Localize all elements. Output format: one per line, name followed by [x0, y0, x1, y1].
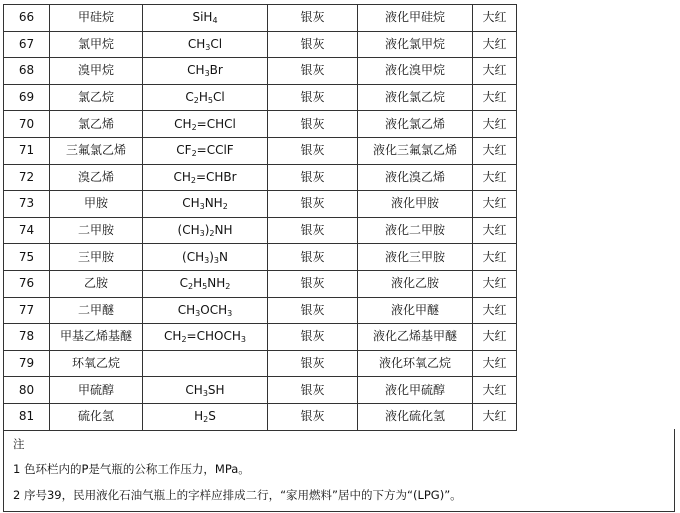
formula-text: Cl [210, 36, 223, 51]
notes-section [3, 429, 675, 512]
empty-cell [517, 270, 675, 297]
chemical-formula-cell [143, 217, 268, 244]
label-text-cell: 液化乙烯基甲醚 [358, 324, 473, 351]
label-text-cell: 液化硫化氢 [358, 403, 473, 430]
serial-number-cell: 81 [4, 403, 50, 430]
body-color-cell: 银灰 [268, 350, 358, 377]
formula-text: (CH [177, 223, 200, 238]
empty-cell [517, 377, 675, 404]
formula-subscript: 3 [199, 229, 205, 239]
note-1: 1 色环栏内的P是气瓶的公称工作压力，MPa。 [13, 462, 250, 476]
formula-subscript: 3 [227, 308, 233, 318]
formula-text: Cl [212, 90, 225, 105]
serial-number-cell: 72 [4, 164, 50, 191]
formula-subscript: 2 [203, 415, 209, 425]
table-row [4, 5, 675, 32]
formula-text: CH [174, 116, 192, 131]
formula-text: CH [173, 169, 191, 184]
empty-cell [517, 84, 675, 111]
formula-text: (CH [182, 249, 205, 264]
formula-text: CF [176, 143, 192, 158]
body-color-cell: 银灰 [268, 58, 358, 85]
formula-text: SH [207, 382, 225, 397]
formula-text: SiH [192, 10, 213, 25]
serial-number-cell: 80 [4, 377, 50, 404]
body-color-cell: 银灰 [268, 297, 358, 324]
formula-text: H [193, 276, 203, 291]
table-row [4, 111, 675, 138]
formula-subscript: 3 [213, 255, 219, 265]
gas-name-cell: 二甲胺 [50, 217, 143, 244]
formula-subscript: 5 [202, 282, 208, 292]
formula-text: NH [204, 196, 223, 211]
formula-subscript: 3 [240, 335, 246, 345]
formula-text: CH [187, 36, 206, 51]
gas-name-cell: 甲硅烷 [50, 5, 143, 32]
table-row [4, 324, 675, 351]
notes-heading: 注 [13, 437, 25, 451]
serial-number-cell: 73 [4, 191, 50, 218]
formula-subscript: 2 [222, 202, 228, 212]
label-text-cell: 液化溴乙烯 [358, 164, 473, 191]
label-text-cell: 液化二甲胺 [358, 217, 473, 244]
serial-number-cell: 74 [4, 217, 50, 244]
body-color-cell: 银灰 [268, 324, 358, 351]
serial-number-cell: 68 [4, 58, 50, 85]
chemical-formula-cell [143, 164, 268, 191]
label-text-cell: 液化乙胺 [358, 270, 473, 297]
body-color-cell: 银灰 [268, 164, 358, 191]
label-text-cell: 液化三甲胺 [358, 244, 473, 271]
formula-text: OCH [200, 302, 228, 317]
formula-subscript: 4 [212, 16, 218, 26]
label-text-cell: 液化氯甲烷 [358, 31, 473, 58]
chemical-formula-cell [143, 403, 268, 430]
serial-number-cell: 69 [4, 84, 50, 111]
table-row [4, 270, 675, 297]
serial-number-cell: 78 [4, 324, 50, 351]
formula-text: CH [164, 329, 182, 344]
chemical-formula-cell [143, 297, 268, 324]
formula-subscript: 2 [181, 335, 187, 345]
gas-name-cell: 甲硫醇 [50, 377, 143, 404]
gas-name-cell: 乙胺 [50, 270, 143, 297]
gas-name-cell: 溴甲烷 [50, 58, 143, 85]
formula-text: =CClF [196, 143, 234, 158]
body-color-cell: 银灰 [268, 270, 358, 297]
empty-cell [517, 111, 675, 138]
formula-subscript: 3 [205, 42, 211, 52]
body-color-cell: 银灰 [268, 217, 358, 244]
table-row [4, 217, 675, 244]
label-text-cell: 液化甲硫醇 [358, 377, 473, 404]
formula-text: NH [207, 276, 226, 291]
label-color-cell: 大红 [473, 137, 517, 164]
label-color-cell: 大红 [473, 350, 517, 377]
table-row [4, 403, 675, 430]
label-text-cell: 液化甲硅烷 [358, 5, 473, 32]
table-row [4, 164, 675, 191]
formula-subscript: 2 [190, 175, 196, 185]
label-text-cell: 液化甲胺 [358, 191, 473, 218]
chemical-formula-cell [143, 324, 268, 351]
chemical-formula-cell [143, 377, 268, 404]
formula-text: ) [204, 223, 210, 238]
gas-name-cell: 三氟氯乙烯 [50, 137, 143, 164]
table-row [4, 137, 675, 164]
body-color-cell: 银灰 [268, 31, 358, 58]
chemical-formula-cell [143, 31, 268, 58]
note-2: 2 序号39，民用液化石油气瓶上的字样应排成二行，“家用燃料”居中的下方为“(LPG)”。 [13, 488, 462, 502]
formula-text: ) [209, 249, 214, 264]
body-color-cell: 银灰 [268, 137, 358, 164]
table-row [4, 377, 675, 404]
chemical-formula-cell [143, 191, 268, 218]
label-color-cell: 大红 [473, 111, 517, 138]
formula-subscript: 3 [199, 202, 205, 212]
formula-subscript: 2 [225, 282, 231, 292]
formula-text: NH [214, 223, 233, 238]
body-color-cell: 银灰 [268, 84, 358, 111]
empty-cell [517, 31, 675, 58]
formula-text: =CHOCH [186, 329, 241, 344]
formula-subscript: 2 [193, 96, 199, 106]
formula-text: C [179, 276, 189, 291]
formula-text: N [218, 249, 228, 264]
label-text-cell: 液化甲醚 [358, 297, 473, 324]
gas-name-cell: 硫化氢 [50, 403, 143, 430]
formula-text: H [194, 409, 204, 424]
gas-name-cell: 环氧乙烷 [50, 350, 143, 377]
label-color-cell: 大红 [473, 324, 517, 351]
table-row [4, 31, 675, 58]
label-text-cell: 液化氯乙烯 [358, 111, 473, 138]
serial-number-cell: 76 [4, 270, 50, 297]
serial-number-cell: 77 [4, 297, 50, 324]
chemical-formula-cell [143, 84, 268, 111]
empty-cell [517, 58, 675, 85]
label-color-cell: 大红 [473, 217, 517, 244]
formula-subscript: 3 [204, 69, 210, 79]
table-body [4, 5, 675, 431]
formula-text: =CHCl [196, 116, 236, 131]
body-color-cell: 银灰 [268, 377, 358, 404]
label-color-cell: 大红 [473, 270, 517, 297]
formula-subscript: 3 [204, 255, 210, 265]
gas-name-cell: 甲胺 [50, 191, 143, 218]
formula-text: CH [187, 63, 205, 78]
serial-number-cell: 75 [4, 244, 50, 271]
formula-text: Br [209, 63, 223, 78]
formula-text: S [208, 409, 216, 424]
table-row [4, 58, 675, 85]
gas-cylinder-marking-table [3, 4, 675, 431]
label-color-cell: 大红 [473, 164, 517, 191]
label-color-cell: 大红 [473, 191, 517, 218]
chemical-formula-cell [143, 244, 268, 271]
empty-cell [517, 244, 675, 271]
formula-text: =CHBr [195, 169, 237, 184]
serial-number-cell: 79 [4, 350, 50, 377]
chemical-formula-cell [143, 137, 268, 164]
body-color-cell: 银灰 [268, 5, 358, 32]
empty-cell [517, 324, 675, 351]
serial-number-cell: 67 [4, 31, 50, 58]
empty-cell [517, 5, 675, 32]
label-text-cell: 液化氯乙烷 [358, 84, 473, 111]
formula-text: CH [185, 382, 203, 397]
chemical-formula-cell [143, 350, 268, 377]
empty-cell [517, 191, 675, 218]
table-row [4, 244, 675, 271]
chemical-formula-cell [143, 270, 268, 297]
label-color-cell: 大红 [473, 84, 517, 111]
formula-text: H [198, 90, 208, 105]
gas-name-cell: 氯乙烯 [50, 111, 143, 138]
gas-name-cell: 氯乙烷 [50, 84, 143, 111]
formula-text: CH [177, 302, 196, 317]
gas-name-cell: 甲基乙烯基醚 [50, 324, 143, 351]
body-color-cell: 银灰 [268, 111, 358, 138]
chemical-formula-cell [143, 111, 268, 138]
label-color-cell: 大红 [473, 58, 517, 85]
formula-subscript: 2 [209, 229, 215, 239]
serial-number-cell: 71 [4, 137, 50, 164]
label-text-cell: 液化环氧乙烷 [358, 350, 473, 377]
table-row [4, 297, 675, 324]
table-row [4, 191, 675, 218]
empty-cell [517, 164, 675, 191]
empty-cell [517, 403, 675, 430]
empty-cell [517, 350, 675, 377]
label-text-cell: 液化溴甲烷 [358, 58, 473, 85]
formula-subscript: 2 [191, 122, 197, 132]
serial-number-cell: 66 [4, 5, 50, 32]
body-color-cell: 银灰 [268, 403, 358, 430]
body-color-cell: 银灰 [268, 244, 358, 271]
gas-name-cell: 二甲醚 [50, 297, 143, 324]
formula-text: CH [182, 196, 200, 211]
label-color-cell: 大红 [473, 377, 517, 404]
label-color-cell: 大红 [473, 244, 517, 271]
table-row [4, 350, 675, 377]
label-color-cell: 大红 [473, 297, 517, 324]
formula-text: C [185, 90, 194, 105]
label-color-cell: 大红 [473, 5, 517, 32]
label-text-cell: 液化三氟氯乙烯 [358, 137, 473, 164]
formula-subscript: 2 [188, 282, 194, 292]
formula-subscript: 5 [207, 96, 213, 106]
label-color-cell: 大红 [473, 31, 517, 58]
label-color-cell: 大红 [473, 403, 517, 430]
chemical-formula-cell [143, 5, 268, 32]
formula-subscript: 3 [195, 308, 201, 318]
serial-number-cell: 70 [4, 111, 50, 138]
gas-name-cell: 氯甲烷 [50, 31, 143, 58]
body-color-cell: 银灰 [268, 191, 358, 218]
chemical-formula-cell [143, 58, 268, 85]
gas-name-cell: 溴乙烯 [50, 164, 143, 191]
gas-name-cell: 三甲胺 [50, 244, 143, 271]
empty-cell [517, 137, 675, 164]
formula-subscript: 2 [191, 149, 197, 159]
formula-subscript: 3 [202, 388, 208, 398]
table-row [4, 84, 675, 111]
empty-cell [517, 297, 675, 324]
empty-cell [517, 217, 675, 244]
